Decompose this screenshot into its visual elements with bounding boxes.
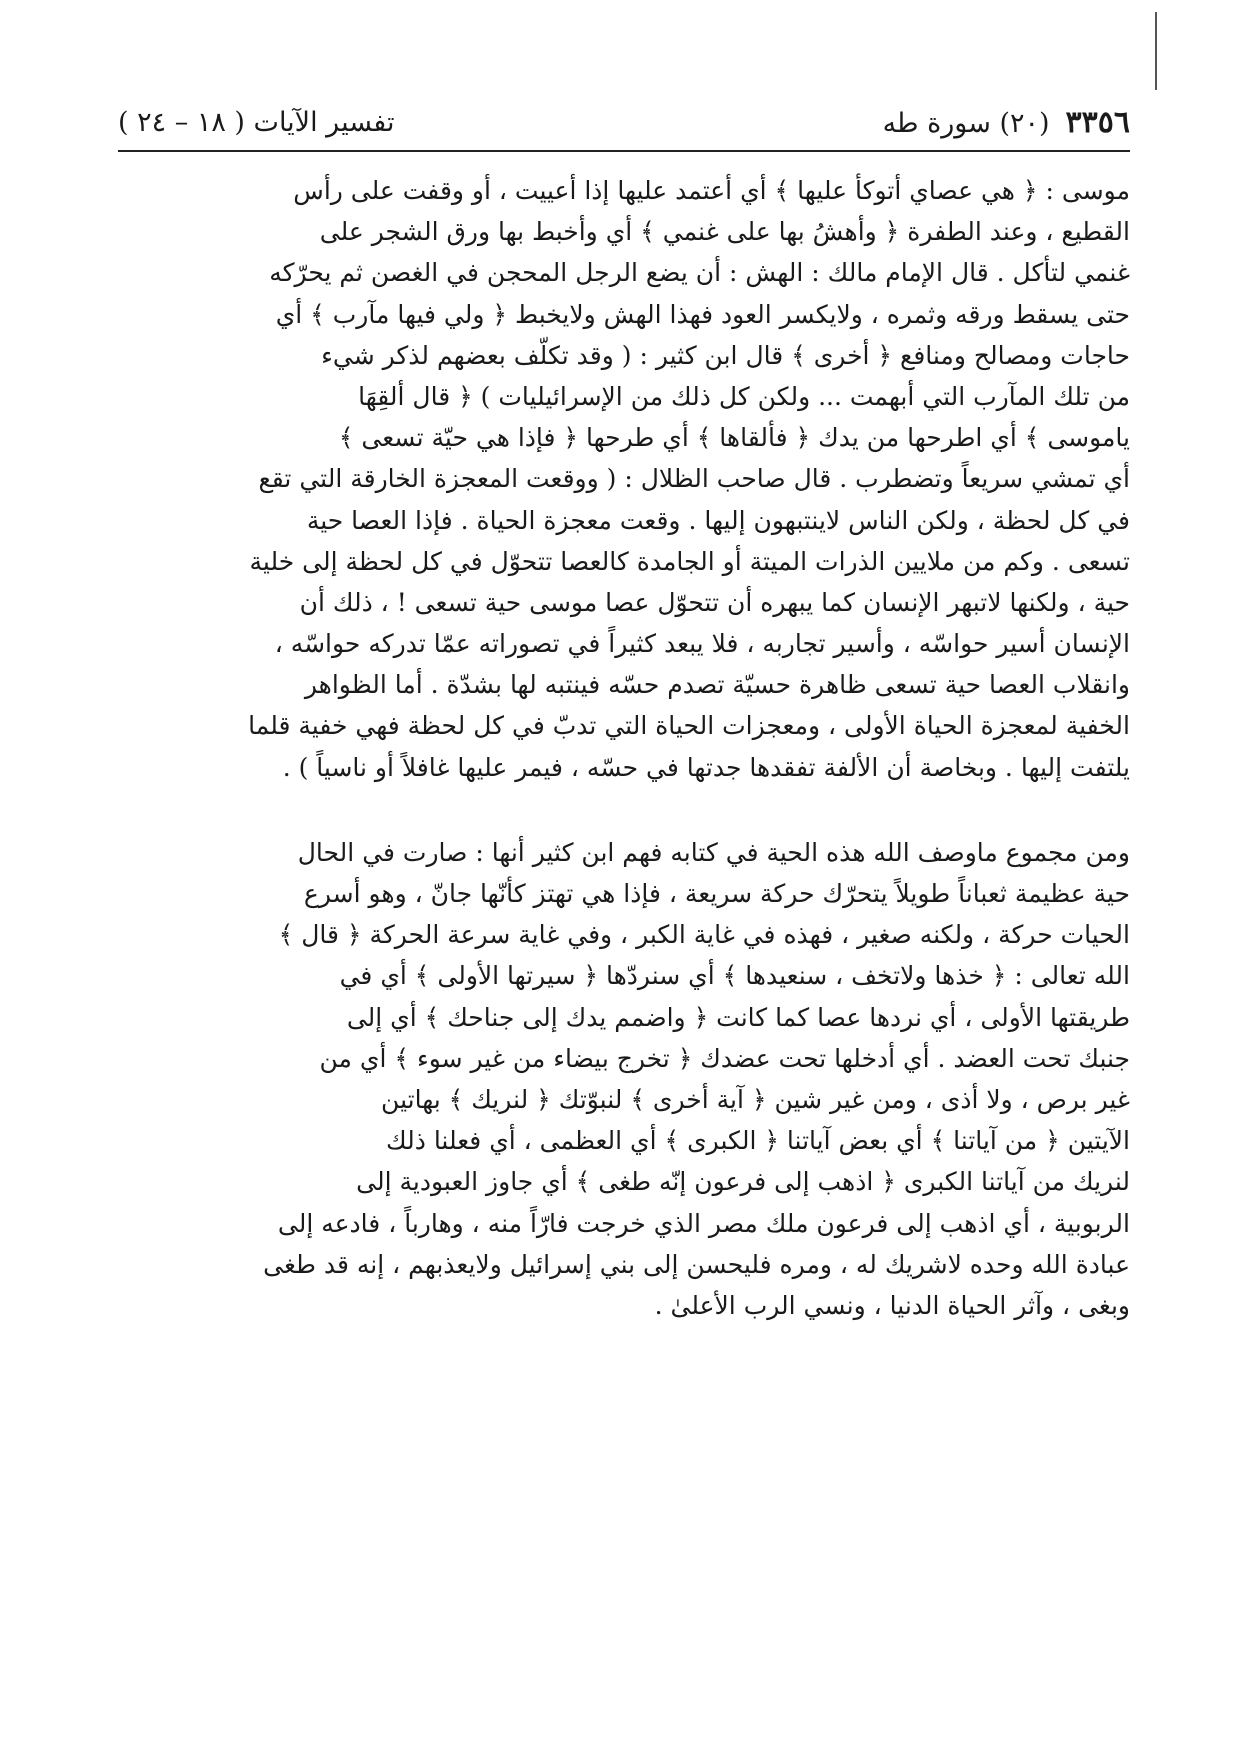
text-line: الله تعالى : ﴿ خذها ولاتخف ، سنعيدها ﴾ أي سنردّها ﴿ سيرتها الأولى ﴾ أي في	[339, 961, 1130, 991]
text-line: غنمي لتأكل . قال الإمام مالك : الهش : أن يضع الرجل المحجن في الغصن ثم يحرّكه	[269, 258, 1130, 288]
page-header	[118, 103, 1130, 143]
surah-title: (٢٠) سورة طه	[882, 108, 1050, 139]
text-line: تسعى . وكم من ملايين الذرات الميتة أو الجامدة كالعصا تتحوّل في كل لحظة إلى خلية	[249, 546, 1130, 576]
text-line: أي تمشي سريعاً وتضطرب . قال صاحب الظلال : ( ووقعت المعجزة الخارقة التي تقع	[258, 464, 1130, 494]
text-line: يلتفت إليها . وبخاصة أن الألفة تفقدها جدتها في حسّه ، فيمر عليها غافلاً أو ناسياً ) .	[282, 752, 1130, 782]
text-line: حية ، ولكنها لاتبهر الإنسان كما يبهره أن تتحوّل عصا موسى حية تسعى ! ، ذلك أن	[299, 587, 1130, 617]
text-line: ياموسى ﴾ أي اطرحها من يدك ﴿ فألقاها ﴾ أي طرحها ﴿ فإذا هي حيّة تسعى ﴾	[338, 423, 1130, 453]
text-line: عبادة الله وحده لاشريك له ، ومره فليحسن إلى بني إسرائيل ولايعذبهم ، إنه قد طغى	[263, 1249, 1130, 1279]
paragraph-2	[118, 832, 1130, 1326]
page-number: ٣٣٥٦	[1065, 105, 1130, 140]
text-line: وبغى ، وآثر الحياة الدنيا ، ونسي الرب الأعلىٰ .	[654, 1290, 1130, 1320]
text-line: غير برص ، ولا أذى ، ومن غير شين ﴿ آية أخرى ﴾ لنبوّتك ﴿ لنريك ﴾ بهاتين	[381, 1084, 1130, 1114]
text-line: طريقتها الأولى ، أي نردها عصا كما كانت ﴿ واضمم يدك إلى جناحك ﴾ أي إلى	[346, 1002, 1130, 1032]
text-line: حاجات ومصالح ومنافع ﴿ أخرى ﴾ قال ابن كثير : ( وقد تكلّف بعضهم لذكر شيء	[321, 340, 1130, 370]
text-line: جنبك تحت العضد . أي أدخلها تحت عضدك ﴿ تخرج بيضاء من غير سوء ﴾ أي من	[319, 1043, 1130, 1073]
page-edge-line	[1155, 12, 1157, 90]
text-line: الخفية لمعجزة الحياة الأولى ، ومعجزات الحياة التي تدبّ في كل لحظة فهي خفية قلما	[248, 711, 1130, 741]
header-rule	[118, 150, 1130, 152]
text-line: الآيتين ﴿ من آياتنا ﴾ أي بعض آياتنا ﴿ الكبرى ﴾ أي العظمى ، أي فعلنا ذلك	[386, 1126, 1130, 1156]
text-line: موسى : ﴿ هي عصاي أتوكأ عليها ﴾ أي أعتمد عليها إذا أعييت ، أو وقفت على رأس	[293, 176, 1130, 205]
page-body	[118, 170, 1130, 1326]
paragraph-gap	[118, 788, 1130, 832]
text-line: وانقلاب العصا حية تسعى ظاهرة حسيّة تصدم حسّه فينتبه لها بشدّة . أما الظواهر	[304, 670, 1130, 700]
text-line: القطيع ، وعند الطفرة ﴿ وأهشُ بها على غنمي ﴾ أي وأخبط بها ورق الشجر على	[319, 217, 1130, 247]
text-line: الربوبية ، أي اذهب إلى فرعون ملك مصر الذي خرجت فارّاً منه ، وهارباً ، فادعه إلى	[277, 1208, 1130, 1238]
section-title: تفسير الآيات ( ١٨ – ٢٤ )	[118, 107, 395, 138]
text-line: الحيات حركة ، ولكنه صغير ، فهذه في غاية الكبر ، وفي غاية سرعة الحركة ﴿ قال ﴾	[278, 920, 1130, 950]
header-right	[883, 103, 1130, 144]
text-line: ومن مجموع ماوصف الله هذه الحية في كتابه فهم ابن كثير أنها : صارت في الحال	[297, 837, 1130, 867]
text-line: لنريك من آياتنا الكبرى ﴿ اذهب إلى فرعون إنّه طغى ﴾ أي جاوز العبودية إلى	[356, 1167, 1130, 1197]
text-line: حتى يسقط ورقه وثمره ، ولايكسر العود فهذا الهش ولايخبط ﴿ ولي فيها مآرب ﴾ أي	[275, 299, 1130, 329]
paragraph-1	[118, 170, 1130, 788]
text-line: حية عظيمة ثعباناً طويلاً يتحرّك حركة سريعة ، فإذا هي تهتز كأنّها جانّ ، وهو أسرع	[303, 879, 1130, 908]
text-line: من تلك المآرب التي أبهمت ... ولكن كل ذلك من الإسرائيليات ) ﴿ قال ألقِهَا	[358, 381, 1130, 411]
text-line: الإنسان أسير حواسّه ، وأسير تجاربه ، فلا يبعد كثيراً في تصوراته عمّا تدركه حواسّه ،	[274, 629, 1130, 659]
text-line: في كل لحظة ، ولكن الناس لاينتبهون إليها . وقعت معجزة الحياة . فإذا العصا حية	[306, 505, 1130, 535]
